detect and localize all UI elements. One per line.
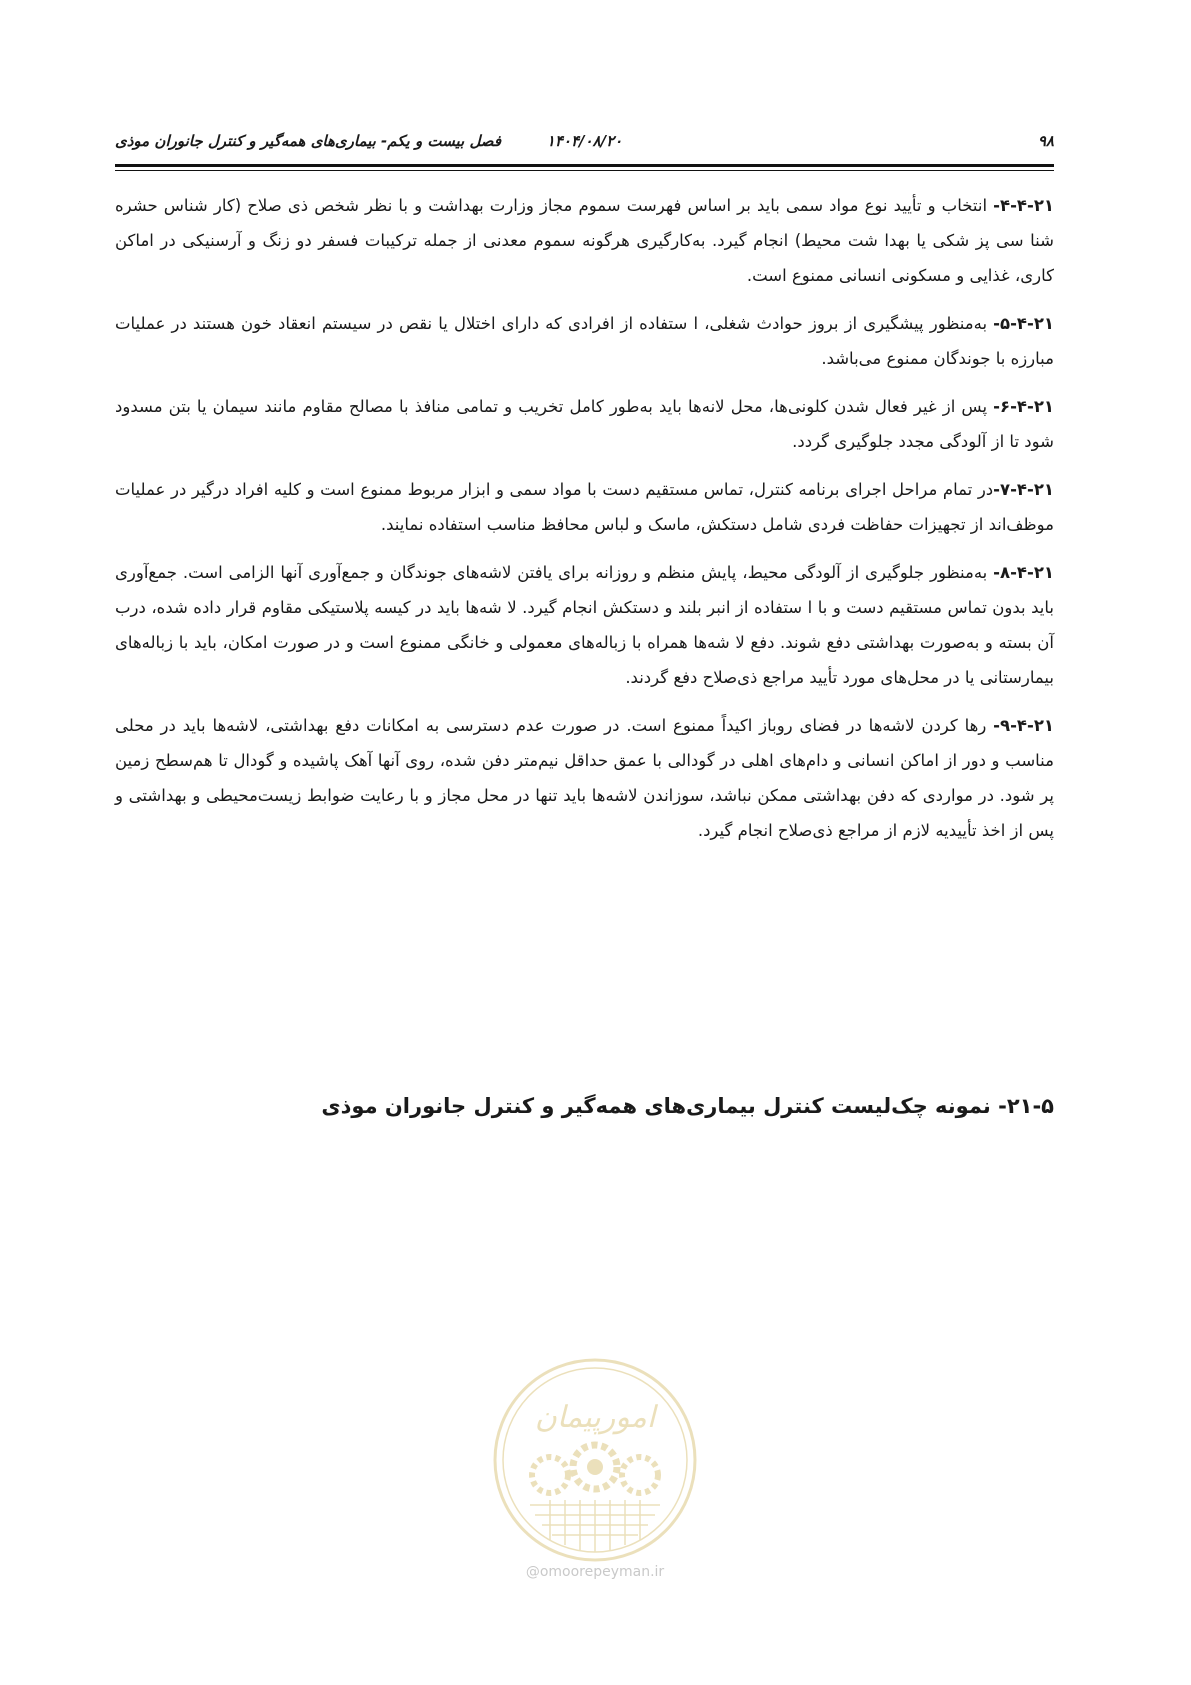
- paragraph-21-4-4: [115, 188, 1054, 293]
- clause-number: ۸-۴-۲۱-: [993, 563, 1054, 582]
- clause-number: ۶-۴-۲۱-: [993, 397, 1054, 416]
- watermark-site: @omoorepeyman.ir: [525, 1564, 665, 1580]
- watermark-logo: [490, 1355, 700, 1565]
- header-rule-thin: [115, 170, 1054, 171]
- watermark-logo-text: امورپیمان: [534, 1400, 656, 1435]
- paragraph-text: به‌منظور جلوگیری از آلودگی محیط، پایش منظم و روزانه برای یافتن لاشه‌های جوندگان و جمع‌آوری آنها الزامی است. جمع‌آوری باید بدون تماس مستقیم دست و با ا ستفاده از انبر بلند و دستکش انجام گیرد. لا شه‌ها باید در کیسه پلاستیکی مقاوم قرار داده شده، درب آن بسته و به‌صورت بهداشتی دفع شوند. دفع لا شه‌ها همراه با زباله‌های معمولی و خانگی ممنوع است و در صورت امکان، باید با زباله‌های بیمارستانی یا در محل‌های مورد تأیید مراجع ذی‌صلاح دفع گردند.: [115, 563, 1054, 687]
- section-heading: ۲۱-۵- نمونه چک‌لیست کنترل بیماری‌های همه‌گیر و کنترل جانوران موذی: [321, 1094, 1054, 1118]
- chapter-title: فصل بیست و یکم- بیماری‌های همه‌گیر و کنترل جانوران موذی: [115, 132, 501, 150]
- paragraph-text: رها کردن لاشه‌ها در فضای روباز اکیداً ممنوع است. در صورت عدم دسترسی به امکانات دفع بهداشتی، لاشه‌ها باید در محلی مناسب و دور از اماکن انسانی و دام‌های اهلی در گودالی با عمق حداقل نیم‌متر دفن شده، روی آنها آهک پاشیده و گودال تا هم‌سطح زمین پر شود. در مواردی که دفن بهداشتی ممکن نباشد، سوزاندن لاشه‌ها باید تنها در محل مجاز و با رعایت ضوابط زیست‌محیطی و بهداشتی و پس از اخذ تأییدیه لازم از مراجع ذی‌صلاح انجام گیرد.: [115, 716, 1054, 840]
- clause-number: ۵-۴-۲۱-: [993, 314, 1054, 333]
- clause-number: ۷-۴-۲۱-: [993, 480, 1054, 499]
- page-number: ۹۸: [1037, 132, 1054, 150]
- paragraph-text: در تمام مراحل اجرای برنامه کنترل، تماس مستقیم دست با مواد سمی و ابزار مربوط ممنوع است و کلیه افراد درگیر در عملیات موظف‌اند از تجهیزات حفاظت فردی شامل دستکش، ماسک و لباس محافظ مناسب استفاده نمایند.: [115, 480, 1054, 534]
- paragraph-text: به‌منظور پیشگیری از بروز حوادث شغلی، ا ستفاده از افرادی که دارای اختلال یا نقص در سیستم انعقاد خون هستند در عملیات مبارزه با جوندگان ممنوع می‌باشد.: [115, 314, 1054, 368]
- paragraph-text: انتخاب و تأیید نوع مواد سمی باید بر اساس فهرست سموم مجاز وزارت بهداشت و با نظر شخص ذی صلاح (کار شناس حشره شنا سی پز شکی یا بهدا شت محیط) انجام گیرد. به‌کارگیری هرگونه سموم معدنی از جمله ترکیبات فسفر دو زنگ و آرسنیکی در اماکن کاری، غذایی و مسکونی انسانی ممنوع است.: [115, 196, 1054, 285]
- paragraph-21-4-7: [115, 472, 1054, 542]
- header-rule-thick: [115, 164, 1054, 167]
- clause-number: ۴-۴-۲۱-: [993, 196, 1054, 215]
- body-text: [115, 188, 1054, 861]
- paragraph-21-4-9: [115, 708, 1054, 848]
- running-header: [115, 122, 1054, 162]
- paragraph-21-4-6: [115, 389, 1054, 459]
- clause-number: ۹-۴-۲۱-: [993, 716, 1054, 735]
- paragraph-21-4-5: [115, 306, 1054, 376]
- paragraph-21-4-8: [115, 555, 1054, 695]
- paragraph-text: پس از غیر فعال شدن کلونی‌ها، محل لانه‌ها باید به‌طور کامل تخریب و تمامی منافذ با مصالح مقاوم مانند سیمان یا بتن مسدود شود تا از آلودگی مجدد جلوگیری گردد.: [115, 397, 1054, 451]
- header-date: ۱۴۰۴/۰۸/۲۰: [546, 132, 623, 150]
